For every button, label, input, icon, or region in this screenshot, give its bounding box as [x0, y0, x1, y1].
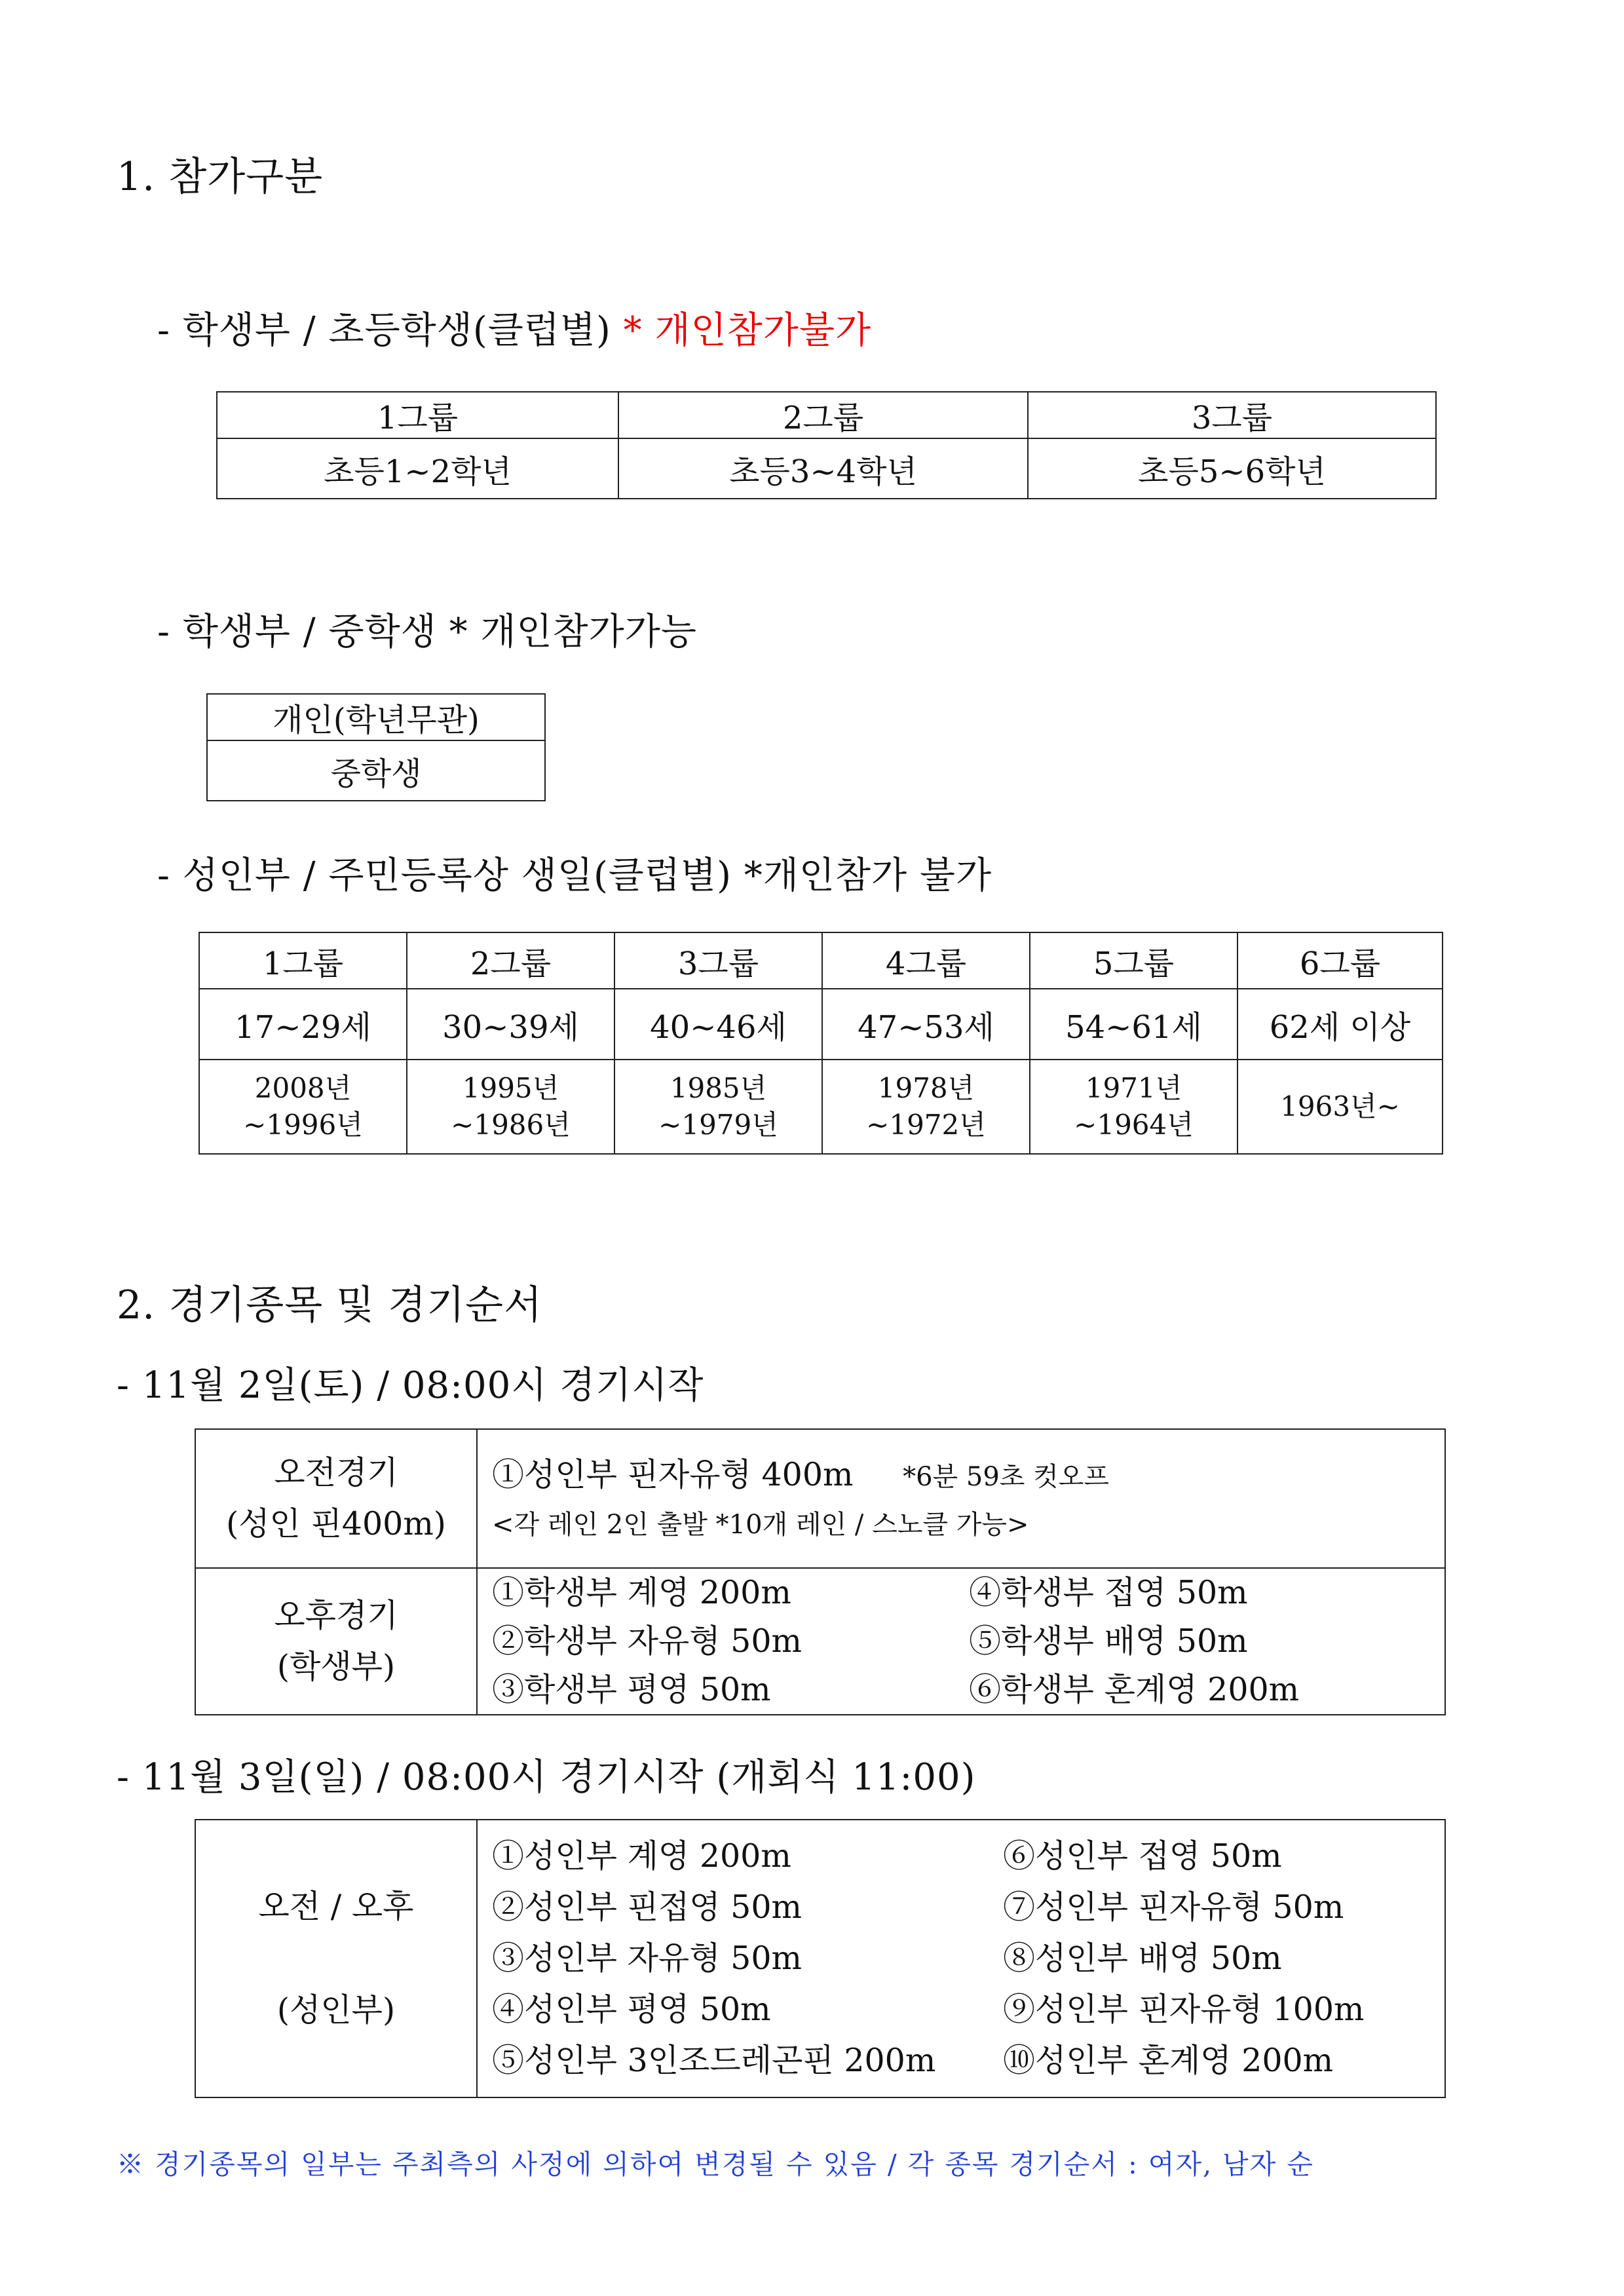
day2-row-1: [492, 1831, 1445, 1882]
adult-age-3: 40~46세: [614, 989, 822, 1060]
day1-afternoon-events: [477, 1568, 1445, 1715]
elementary-value-1: 초등1~2학년: [217, 438, 618, 499]
day1-morning-events: [477, 1429, 1445, 1568]
section2-heading: 2. 경기종목 및 경기순서: [117, 1282, 543, 1328]
day2-events: [477, 1820, 1445, 2097]
elementary-title-text: - 학생부 / 초등학생(클럽별): [157, 309, 611, 352]
middle-value: 중학생: [207, 740, 545, 801]
day1-morning-event-line: [492, 1450, 1445, 1502]
day2-label: [195, 1820, 477, 2097]
adult-age-5: 54~61세: [1030, 989, 1237, 1060]
day2-event-9: ⑨성인부 핀자유형 100m: [1003, 1991, 1365, 2028]
elementary-header-3: 3그룹: [1028, 392, 1436, 438]
day2-row-3: [492, 1933, 1445, 1984]
middle-title: - 학생부 / 중학생 * 개인참가가능: [157, 611, 697, 653]
adult-age-4: 47~53세: [822, 989, 1030, 1060]
elementary-table: [216, 391, 1437, 499]
day1-afternoon-event-5: ⑤학생부 배영 50m: [969, 1622, 1248, 1660]
adult-years-4-from: 1978년: [877, 1072, 975, 1104]
adult-years-5-to: ~1964년: [1074, 1109, 1194, 1141]
day1-afternoon-row-1: [492, 1569, 1445, 1617]
day1-title: - 11월 2일(토) / 08:00시 경기시작: [117, 1364, 704, 1407]
adult-age-2: 30~39세: [407, 989, 614, 1060]
day2-event-6: ⑥성인부 접영 50m: [1003, 1837, 1282, 1875]
footnote: ※ 경기종목의 일부는 주최측의 사정에 의하여 변경될 수 있음 / 각 종목 경기순서 : 여자, 남자 순: [117, 2149, 1314, 2180]
day2-row-2: [492, 1882, 1445, 1933]
adult-years-5-from: 1971년: [1085, 1072, 1182, 1104]
day1-table: [195, 1428, 1446, 1715]
adult-title: - 성인부 / 주민등록상 생일(클럽별) *개인참가 불가: [157, 854, 992, 897]
day1-afternoon-row-2: [492, 1617, 1445, 1666]
adult-header-5: 5그룹: [1030, 932, 1237, 989]
day2-event-2: ②성인부 핀접영 50m: [492, 1888, 802, 1926]
day2-event-3: ③성인부 자유형 50m: [492, 1940, 802, 1977]
day1-afternoon-event-1: ①학생부 계영 200m: [492, 1574, 791, 1611]
day1-morning-event: ①성인부 핀자유형 400m: [492, 1455, 854, 1493]
elementary-header-2: 2그룹: [618, 392, 1028, 438]
day2-title: - 11월 3일(일) / 08:00시 경기시작 (개회식 11:00): [117, 1756, 976, 1799]
day1-morning-cutoff: *6분 59초 컷오프: [903, 1461, 1110, 1492]
middle-table: [206, 693, 546, 801]
adult-years-5: [1030, 1060, 1237, 1154]
day2-event-4: ④성인부 평영 50m: [492, 1991, 771, 2028]
day1-afternoon-event-2: ②학생부 자유형 50m: [492, 1622, 802, 1660]
day2-table: [195, 1819, 1446, 2098]
adult-years-1-from: 2008년: [254, 1072, 352, 1104]
middle-header: 개인(학년무관): [207, 694, 545, 740]
day2-label1: 오전 / 오후: [258, 1888, 414, 1925]
day1-afternoon-event-3: ③학생부 평영 50m: [492, 1671, 771, 1708]
adult-years-4-to: ~1972년: [866, 1109, 986, 1141]
day1-afternoon-event-6: ⑥학생부 혼계영 200m: [969, 1671, 1300, 1708]
adult-age-6: 62세 이상: [1237, 989, 1443, 1060]
elementary-note: * 개인참가불가: [623, 309, 872, 352]
adult-header-1: 1그룹: [199, 932, 407, 989]
day1-afternoon-label1: 오후경기: [274, 1597, 398, 1634]
adult-header-3: 3그룹: [614, 932, 822, 989]
adult-years-2-to: ~1986년: [451, 1109, 571, 1141]
adult-header-6: 6그룹: [1237, 932, 1443, 989]
elementary-title: [157, 301, 871, 354]
adult-years-4: [822, 1060, 1030, 1154]
adult-years-6-from: 1963년~: [1280, 1090, 1400, 1122]
elementary-value-2: 초등3~4학년: [618, 438, 1028, 499]
day2-row-4: [492, 1984, 1445, 2035]
adult-years-3-to: ~1979년: [658, 1109, 778, 1141]
day2-event-1: ①성인부 계영 200m: [492, 1837, 791, 1875]
adult-years-3: [614, 1060, 822, 1154]
day2-event-5: ⑤성인부 3인조드레곤핀 200m: [492, 2042, 936, 2079]
adult-years-3-from: 1985년: [670, 1072, 767, 1104]
adult-years-1-to: ~1996년: [243, 1109, 363, 1141]
day1-morning-label: [195, 1429, 477, 1568]
day2-event-10: ⑩성인부 혼계영 200m: [1003, 2042, 1334, 2079]
adult-years-1: [199, 1060, 407, 1154]
day1-afternoon-row-3: [492, 1666, 1445, 1714]
adult-years-2: [407, 1060, 614, 1154]
adult-years-2-from: 1995년: [462, 1072, 559, 1104]
day1-morning-label2: (성인 핀400m): [226, 1505, 446, 1542]
elementary-header-1: 1그룹: [217, 392, 618, 438]
adult-header-4: 4그룹: [822, 932, 1030, 989]
day2-label2: (성인부): [276, 1991, 396, 2029]
adult-header-2: 2그룹: [407, 932, 614, 989]
day2-event-8: ⑧성인부 배영 50m: [1003, 1940, 1282, 1977]
day1-morning-detail: <각 레인 2인 출발 *10개 레인 / 스노클 가능>: [492, 1509, 1029, 1540]
adult-table: [198, 932, 1443, 1155]
day1-afternoon-label2: (학생부): [276, 1648, 396, 1685]
adult-age-1: 17~29세: [199, 989, 407, 1060]
day2-row-5: [492, 2035, 1445, 2086]
adult-years-6: [1237, 1060, 1443, 1154]
day2-event-7: ⑦성인부 핀자유형 50m: [1003, 1888, 1344, 1926]
day1-afternoon-event-4: ④학생부 접영 50m: [969, 1574, 1248, 1611]
elementary-value-3: 초등5~6학년: [1028, 438, 1436, 499]
day1-morning-label1: 오전경기: [274, 1454, 398, 1491]
day1-afternoon-label: [195, 1568, 477, 1715]
section1-heading: 1. 참가구분: [117, 154, 324, 200]
